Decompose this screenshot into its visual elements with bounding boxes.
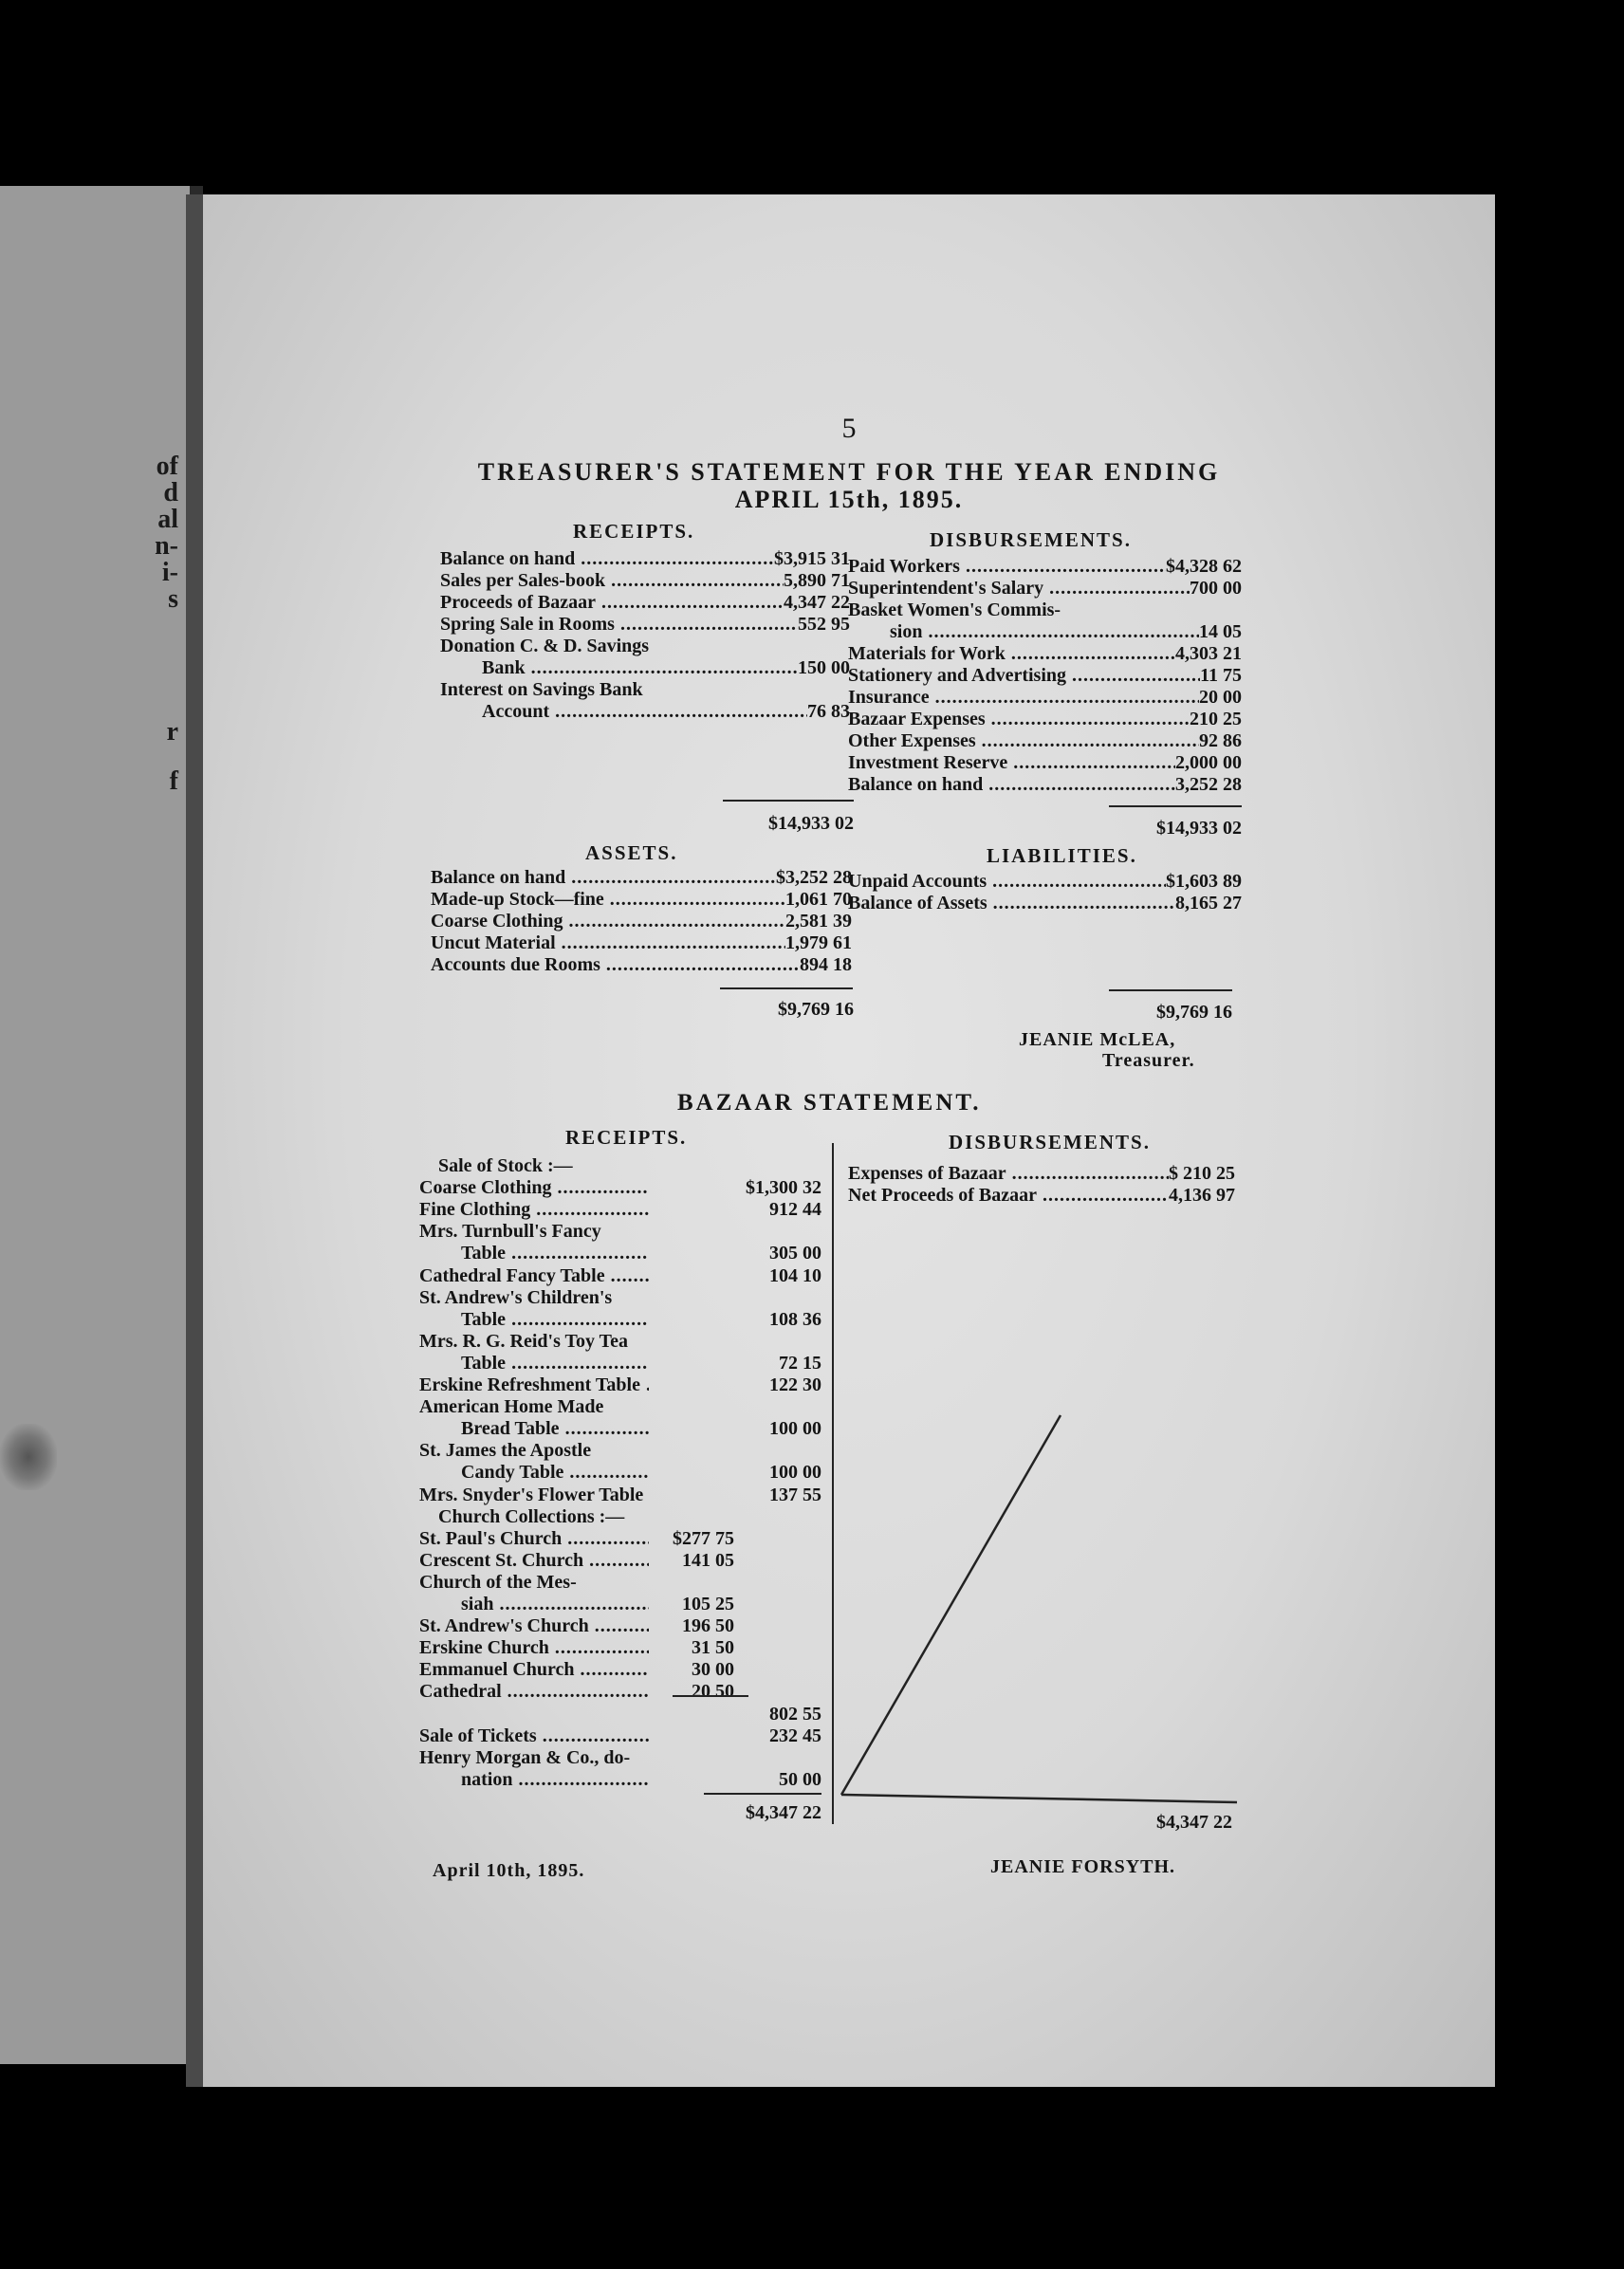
liabilities-total: $9,769 16 [1156, 1002, 1232, 1023]
bazaar-receipt-row [419, 1242, 821, 1264]
bazaar-receipt-amount: 137 55 [769, 1484, 821, 1505]
bazaar-receipt-amount: 72 15 [779, 1352, 821, 1374]
bazaar-receipt-subamount: 30 00 [692, 1659, 734, 1681]
bazaar-receipt-label: Bread Table ..... [419, 1417, 649, 1440]
statement-date: APRIL 15th, 1895. [734, 486, 964, 513]
receipt-row: Bank ..... 150 00 [440, 656, 850, 679]
receipt-row: Account ..... 76 83 [440, 700, 850, 723]
asset-row: Balance on hand ..... $3,252 28 [431, 866, 852, 889]
bazaar-receipt-label: siah ..... [419, 1593, 649, 1615]
bazaar-receipt-label: Table ..... [419, 1352, 649, 1374]
bazaar-receipt-label: Erskine Refreshment Table ..... [419, 1374, 649, 1396]
facing-page-fragment: al [157, 505, 178, 534]
bazaar-receipt-amount: $1,300 32 [746, 1177, 821, 1199]
bazaar-receipt-subamount: 31 50 [692, 1637, 734, 1659]
bazaar-receipt-row [419, 1527, 821, 1550]
bazaar-receipt-label: Crescent St. Church ..... [419, 1549, 649, 1572]
disbursement-row: Stationery and Advertising ..... 11 75 [848, 664, 1242, 687]
document-page [186, 194, 1495, 2087]
bazaar-receipt-amount: 100 00 [769, 1418, 821, 1440]
receipt-row: Spring Sale in Rooms ..... 552 95 [440, 613, 850, 636]
disbursements-total: $14,933 02 [1156, 818, 1242, 839]
receipts-total: $14,933 02 [768, 813, 854, 834]
bazaar-receipt-row [419, 1308, 821, 1331]
bazaar-receipt-amount: 100 00 [769, 1462, 821, 1484]
bazaar-receipt-amount: 912 44 [769, 1199, 821, 1221]
total-rule [704, 1793, 821, 1795]
bazaar-receipt-row [419, 1220, 821, 1243]
bazaar-receipt-label: St. James the Apostle [419, 1440, 592, 1462]
bazaar-receipt-label: Sale of Stock :— [438, 1155, 573, 1176]
bazaar-receipt-amount: 232 45 [769, 1725, 821, 1746]
bazaar-receipt-amount: 50 00 [779, 1768, 821, 1790]
bazaar-receipt-subamount: $277 75 [673, 1527, 734, 1549]
bazaar-receipt-label: Mrs. Turnbull's Fancy [419, 1221, 601, 1243]
disbursement-row: Materials for Work ..... 4,303 21 [848, 642, 1242, 665]
facing-page-fragment: r [166, 717, 178, 747]
bazaar-receipt-label: Sale of Tickets ..... [419, 1725, 649, 1747]
receipts-heading: RECEIPTS. [573, 520, 695, 543]
receipt-row: Proceeds of Bazaar ..... 4,347 22 [440, 591, 850, 614]
bazaar-receipt-label: Cathedral ..... [419, 1680, 649, 1703]
receipt-row: Sales per Sales-book ..... 5,890 71 [440, 569, 850, 592]
bazaar-receipt-row [419, 1461, 821, 1484]
disbursement-row: Paid Workers ..... $4,328 62 [848, 555, 1242, 578]
receipt-row: Donation C. & D. Savings [440, 636, 650, 656]
treasurer-signature: JEANIE McLEA, [1019, 1029, 1176, 1050]
disbursement-row: Insurance ..... 20 00 [848, 686, 1242, 709]
bazaar-receipt-label: St. Paul's Church ..... [419, 1527, 649, 1550]
facing-page-fragment: f [169, 766, 178, 796]
bazaar-receipt-row [419, 1352, 821, 1374]
bazaar-receipt-label: Table ..... [419, 1308, 649, 1331]
total-rule [720, 987, 853, 989]
bazaar-disbursement-row: Expenses of Bazaar ..... $ 210 25 [848, 1162, 1235, 1185]
bazaar-receipt-label: Mrs. R. G. Reid's Toy Tea [419, 1330, 629, 1352]
ink-blot [0, 1424, 57, 1490]
bazaar-receipt-label: Candy Table ..... [419, 1461, 649, 1484]
disbursement-row: sion ..... 14 05 [848, 620, 1242, 643]
disbursement-row: Balance on hand ..... 3,252 28 [848, 773, 1242, 796]
bazaar-signature: JEANIE FORSYTH. [990, 1856, 1176, 1877]
bazaar-receipt-row [419, 1176, 821, 1199]
facing-page-fragment: i- [161, 558, 178, 587]
bazaar-receipt-row [419, 1746, 821, 1769]
bazaar-receipt-row [419, 1549, 821, 1572]
bazaar-receipt-row [419, 1680, 821, 1703]
asset-row: Coarse Clothing ..... 2,581 39 [431, 910, 852, 932]
bazaar-receipt-row [419, 1614, 821, 1637]
bazaar-receipt-row [419, 1417, 821, 1440]
bazaar-disbursements-heading: DISBURSEMENTS. [949, 1131, 1151, 1153]
bazaar-receipt-label: St. Andrew's Children's [419, 1286, 613, 1308]
bazaar-receipts-total: $4,347 22 [746, 1802, 821, 1823]
bazaar-receipt-subamount: 105 25 [682, 1594, 734, 1614]
bazaar-receipt-row [419, 1593, 821, 1615]
facing-page-fragment: of [156, 452, 178, 481]
bazaar-receipt-row [419, 1505, 821, 1528]
bazaar-receipt-amount: 305 00 [769, 1243, 821, 1264]
bazaar-disbursements-total: $4,347 22 [1156, 1812, 1232, 1833]
disbursement-row: Basket Women's Commis- [848, 600, 1061, 620]
bazaar-receipt-row [419, 1330, 821, 1353]
bazaar-receipt-label: Emmanuel Church ..... [419, 1658, 649, 1681]
disbursement-row: Investment Reserve ..... 2,000 00 [848, 751, 1242, 774]
disbursements-heading: DISBURSEMENTS. [930, 528, 1132, 551]
bazaar-receipt-row [419, 1395, 821, 1418]
asset-row: Accounts due Rooms ..... 894 18 [431, 953, 852, 976]
bazaar-receipt-row [419, 1768, 821, 1791]
bazaar-heading: BAZAAR STATEMENT. [677, 1090, 982, 1116]
bazaar-receipt-label: Mrs. Snyder's Flower Table ..... [419, 1484, 649, 1506]
bazaar-receipt-row [419, 1154, 821, 1177]
statement-date-footer: April 10th, 1895. [433, 1860, 585, 1881]
bazaar-receipt-row [419, 1484, 821, 1506]
total-rule [723, 800, 854, 802]
assets-heading: ASSETS. [585, 841, 678, 864]
bazaar-receipt-label: St. Andrew's Church ..... [419, 1614, 649, 1637]
total-rule [1109, 989, 1232, 991]
bazaar-receipt-row [419, 1286, 821, 1309]
bazaar-receipt-row [419, 1703, 821, 1725]
bazaar-receipt-row [419, 1571, 821, 1594]
statement-title: TREASURER'S STATEMENT FOR THE YEAR ENDING [477, 458, 1221, 486]
bazaar-receipt-row [419, 1264, 821, 1287]
bazaar-receipt-row [419, 1374, 821, 1396]
liability-row: Unpaid Accounts ..... $1,603 89 [848, 870, 1242, 893]
disbursement-row: Other Expenses ..... 92 86 [848, 729, 1242, 752]
facing-page-fragment: n- [155, 531, 178, 561]
bazaar-receipt-label: Church of the Mes- [419, 1571, 577, 1593]
disbursement-row: Bazaar Expenses ..... 210 25 [848, 708, 1242, 730]
bazaar-receipt-label: Erskine Church ..... [419, 1636, 649, 1659]
bazaar-receipt-subamount: 20 50 [692, 1681, 734, 1703]
cancellation-line [829, 1200, 1246, 1807]
bazaar-receipt-amount: 122 30 [769, 1374, 821, 1395]
total-rule [1109, 805, 1242, 807]
bazaar-receipt-label: American Home Made [419, 1396, 604, 1418]
bazaar-receipt-label: Table ..... [419, 1242, 649, 1264]
asset-row: Uncut Material ..... 1,979 61 [431, 932, 852, 954]
bazaar-receipt-row [419, 1636, 821, 1659]
bazaar-receipts-heading: RECEIPTS. [565, 1126, 688, 1149]
bazaar-receipt-row [419, 1658, 821, 1681]
liabilities-heading: LIABILITIES. [987, 844, 1137, 867]
asset-row: Made-up Stock—fine ..... 1,061 70 [431, 888, 852, 911]
disbursement-row: Superintendent's Salary ..... 700 00 [848, 577, 1242, 600]
bazaar-receipt-label: Coarse Clothing ..... [419, 1176, 649, 1199]
bazaar-receipt-row [419, 1439, 821, 1462]
bazaar-receipt-row [419, 1198, 821, 1221]
bazaar-receipt-label: Henry Morgan & Co., do- [419, 1746, 631, 1768]
bazaar-receipt-label: nation ..... [419, 1768, 649, 1791]
treasurer-role: Treasurer. [1102, 1050, 1195, 1071]
bazaar-receipt-row [419, 1725, 821, 1747]
bazaar-disbursement-row: Net Proceeds of Bazaar ..... 4,136 97 [848, 1184, 1235, 1207]
assets-total: $9,769 16 [778, 999, 854, 1020]
liability-row: Balance of Assets ..... 8,165 27 [848, 892, 1242, 914]
receipt-row: Balance on hand ..... $3,915 31 [440, 547, 850, 570]
facing-page-edge [0, 186, 203, 2064]
subtotal-rule [673, 1695, 748, 1697]
bazaar-receipt-amount: 108 36 [769, 1308, 821, 1330]
facing-page-fragment: d [163, 478, 178, 507]
bazaar-receipt-amount: 104 10 [769, 1264, 821, 1286]
bazaar-receipt-amount: 802 55 [769, 1703, 821, 1725]
bazaar-receipt-subamount: 196 50 [682, 1615, 734, 1637]
bazaar-receipt-label: Cathedral Fancy Table ..... [419, 1264, 649, 1287]
bazaar-receipt-label: Fine Clothing ..... [419, 1198, 649, 1221]
bazaar-receipt-subamount: 141 05 [682, 1549, 734, 1571]
bazaar-receipt-label: Church Collections :— [438, 1505, 625, 1527]
facing-page-fragment: s [168, 584, 178, 614]
page-number: 5 [841, 413, 857, 444]
receipt-row: Interest on Savings Bank [440, 679, 643, 700]
